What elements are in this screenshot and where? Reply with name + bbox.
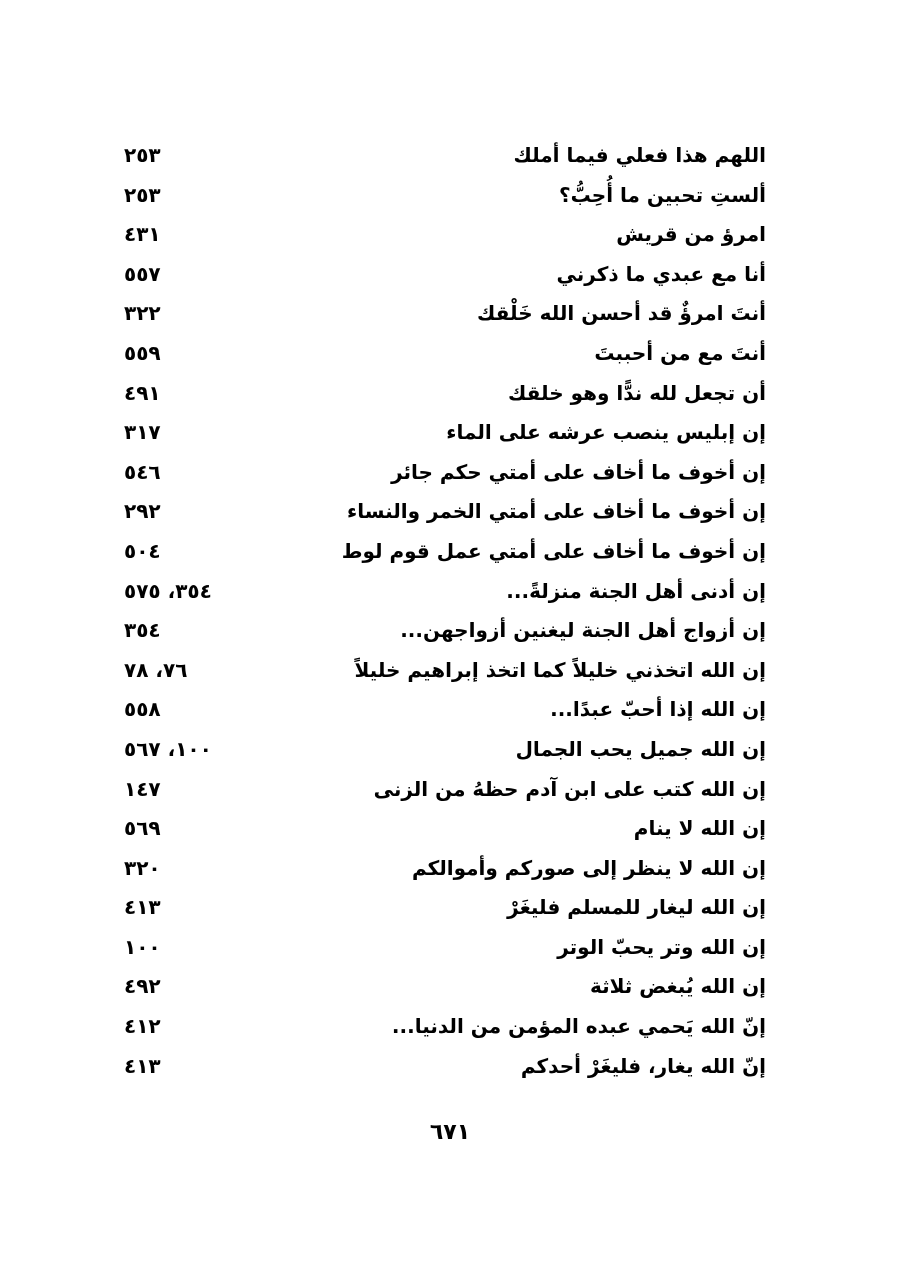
index-entry-text: إن الله ليغار للمسلم فليغَرْ xyxy=(507,895,766,920)
index-entry-text: إنّ الله يَحمي عبده المؤمن من الدنيا... xyxy=(391,1014,766,1039)
index-row xyxy=(120,690,770,730)
index-row xyxy=(120,730,770,770)
index-page-ref: ٥٥٨ xyxy=(124,697,161,722)
index-page-ref: ٥٤٦ xyxy=(124,459,161,484)
page-number: ٦٧١ xyxy=(429,1120,471,1145)
index-entry-text: إن أزواج أهل الجنة ليغنين أزواجهن... xyxy=(400,618,766,643)
index-row xyxy=(120,849,770,889)
index-page-ref: ٤٩٢ xyxy=(124,974,161,999)
index-entry-text: اللهم هذا فعلي فيما أملك xyxy=(513,143,766,167)
index-entry-text: إن الله إذا أحبّ عبدًا... xyxy=(550,697,766,722)
index-page-ref: ٥٥٩ xyxy=(124,340,161,365)
index-row xyxy=(120,492,770,532)
index-page-ref: ١٤٧ xyxy=(124,776,161,801)
index-entry-text: إنّ الله يغار، فليغَرْ أحدكم xyxy=(520,1053,766,1078)
index-row xyxy=(120,967,770,1007)
index-entry-text: أنتَ امرؤٌ قد أحسن الله خَلْقك xyxy=(477,301,766,326)
index-page-ref: ٥٦٩ xyxy=(124,816,161,841)
index-row xyxy=(120,334,770,374)
index-page-ref: ٤٣١ xyxy=(124,222,161,247)
index-entry-text: إن الله لا ينظر إلى صوركم وأموالكم xyxy=(411,855,766,880)
index-entry-text: إن الله كتب على ابن آدم حظهُ من الزنى xyxy=(373,776,766,801)
index-row xyxy=(120,809,770,849)
index-row xyxy=(120,294,770,334)
index-row xyxy=(120,1007,770,1047)
index-row xyxy=(120,374,770,414)
index-page-ref: ٥٥٧ xyxy=(124,261,161,286)
index-page-ref: ٢٥٣ xyxy=(124,182,161,207)
index-row xyxy=(120,928,770,968)
index-entry-text: أنتَ مع من أحببتَ xyxy=(594,340,766,365)
index-page-ref: ٣٥٤ xyxy=(124,618,161,643)
index-page-ref: ٤١٢ xyxy=(124,1014,161,1039)
index-entry-text: إن الله اتخذني خليلاً كما اتخذ إبراهيم خليلاً xyxy=(354,657,766,682)
index-page-ref: ٢٥٣ xyxy=(124,143,161,167)
index-entry-text: امرؤ من قريش xyxy=(616,222,766,247)
index-page-ref: ١٠٠ xyxy=(124,934,161,959)
index-page-ref: ٥٠٤ xyxy=(124,538,161,563)
index-row xyxy=(120,413,770,453)
index-page-ref: ٢٩٢ xyxy=(124,499,161,524)
index-entry-text: أن تجعل لله ندًّا وهو خلقك xyxy=(508,380,766,405)
index-page-ref: ٣١٧ xyxy=(124,420,161,445)
index-page-ref: ٤١٣ xyxy=(124,1053,161,1078)
index-row xyxy=(120,1047,770,1087)
index-row xyxy=(120,215,770,255)
index-entry-text: إن الله وتر يحبّ الوتر xyxy=(557,934,766,959)
index-entry-text: إن أخوف ما أخاف على أمتي عمل قوم لوط xyxy=(341,538,766,563)
index-row xyxy=(120,651,770,691)
hadith-index-list xyxy=(120,136,770,1086)
index-row xyxy=(120,770,770,810)
index-entry-text: إن الله لا ينام xyxy=(633,816,766,841)
index-entry-text: أنا مع عبدي ما ذكرني xyxy=(556,261,766,286)
index-row xyxy=(120,255,770,295)
index-entry-text: إن أخوف ما أخاف على أمتي الخمر والنساء xyxy=(347,499,766,524)
index-row xyxy=(120,888,770,928)
index-page-ref: ٣٢٠ xyxy=(124,855,161,880)
index-row xyxy=(120,611,770,651)
index-page-ref: ٤١٣ xyxy=(124,895,161,920)
index-row xyxy=(120,453,770,493)
index-page-ref: ٣٥٤، ٥٧٥ xyxy=(124,578,212,603)
index-entry-text: إن الله يُبغض ثلاثة xyxy=(589,974,766,999)
index-page-ref: ٣٢٢ xyxy=(124,301,161,326)
index-entry-text: ألستِ تحبين ما أُحِبُّ؟ xyxy=(559,182,766,207)
index-row xyxy=(120,532,770,572)
index-row xyxy=(120,136,770,176)
index-entry-text: إن أخوف ما أخاف على أمتي حكم جائر xyxy=(391,459,766,484)
index-row xyxy=(120,176,770,216)
index-entry-text: إن إبليس ينصب عرشه على الماء xyxy=(446,420,766,445)
index-entry-text: إن الله جميل يحب الجمال xyxy=(515,736,766,761)
index-page-ref: ١٠٠، ٥٦٧ xyxy=(124,736,212,761)
index-page-ref: ٧٦، ٧٨ xyxy=(124,657,188,682)
index-row xyxy=(120,572,770,612)
index-page-ref: ٤٩١ xyxy=(124,380,161,405)
index-entry-text: إن أدنى أهل الجنة منزلةً... xyxy=(506,578,766,603)
